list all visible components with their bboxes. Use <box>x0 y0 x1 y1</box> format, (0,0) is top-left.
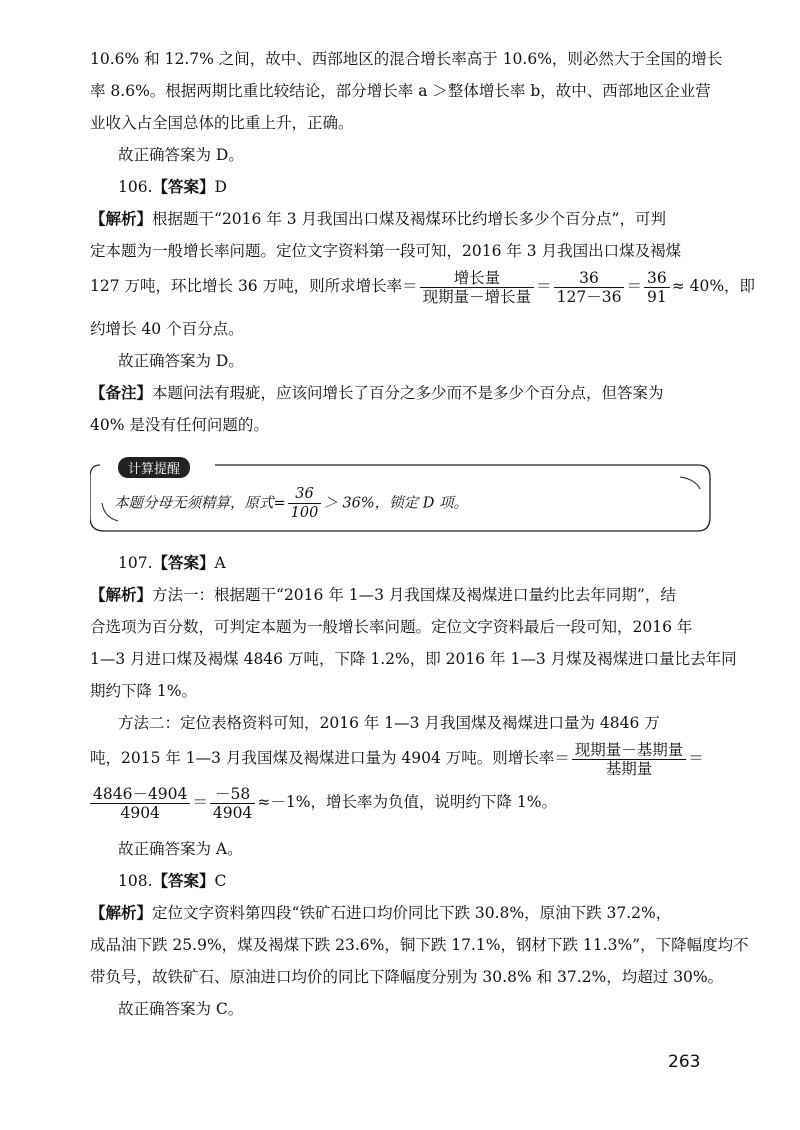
note-tag: 【备注】 <box>90 384 153 402</box>
formula-line <box>90 784 557 822</box>
question-number: 108. <box>118 872 153 890</box>
analysis-line <box>90 902 671 924</box>
text-segment: 吨，2015 年 1—3 月我国煤及褐煤进口量为 4904 万吨。则增长率＝ <box>90 749 570 767</box>
answer-tag: 【答案】 <box>152 554 215 572</box>
answer-letter: A <box>214 554 226 572</box>
text-segment: 本题分母无须精算，原式= <box>114 495 286 512</box>
fraction-denominator: 100 <box>290 505 319 521</box>
tip-text <box>114 485 468 522</box>
answer-tag: 【答案】 <box>152 178 215 196</box>
fraction-denominator: 现期量－增长量 <box>422 287 532 306</box>
answer-letter: D <box>214 178 227 196</box>
fraction <box>90 785 190 822</box>
analysis-tag: 【解析】 <box>90 210 153 228</box>
answer-line-107 <box>118 552 226 574</box>
note-line <box>90 382 664 404</box>
equals-sign: ＝ <box>192 793 208 811</box>
note-text: 本题问法有瑕疵，应该问增长了百分之多少而不是多少个百分点，但答案为 <box>152 384 664 402</box>
fraction-numerator: 增长量 <box>420 269 535 288</box>
text-segment: ≈－1%，增长率为负值，说明约下降 1%。 <box>257 793 557 811</box>
text-segment: ≈ 40%，即 <box>671 277 756 295</box>
text-line: 约增长 40 个百分点。 <box>90 320 244 338</box>
calculation-tip-box <box>90 455 712 533</box>
conclusion-line: 故正确答案为 D。 <box>118 146 244 164</box>
fraction-numerator: 4846－4904 <box>90 785 190 804</box>
fraction-numerator: 36 <box>644 269 670 288</box>
fraction-denominator: 91 <box>646 287 667 306</box>
text-line: 合选项为百分数，可判定本题为一般增长率问题。定位文字资料最后一段可知，2016 年 <box>90 618 693 636</box>
fraction-denominator: 基期量 <box>605 759 653 778</box>
conclusion-line: 故正确答案为 D。 <box>118 352 244 370</box>
analysis-line <box>90 584 676 606</box>
text-line: 方法二：定位表格资料可知，2016 年 1—3 月我国煤及褐煤进口量为 4846 万 <box>118 714 660 732</box>
formula-line <box>90 740 704 778</box>
conclusion-line: 故正确答案为 C。 <box>118 1000 244 1018</box>
formula-line <box>90 268 755 306</box>
analysis-text: 根据题干“2016 年 3 月我国出口煤及褐煤环比约增长多少个百分点”，可判 <box>152 210 666 228</box>
question-number: 107. <box>118 554 153 572</box>
text-line: 率 8.6%。根据两期比重比较结论，部分增长率 a ＞整体增长率 b，故中、西部地区企业营 <box>90 82 711 100</box>
text-segment: 127 万吨，环比增长 36 万吨，则所求增长率＝ <box>90 277 418 295</box>
text-line: 带负号，故铁矿石、原油进口均价的同比下降幅度分别为 30.8% 和 37.2%，均超过 30%。 <box>90 968 724 986</box>
fraction <box>554 269 625 306</box>
fraction-numerator: 36 <box>554 269 625 288</box>
analysis-tag: 【解析】 <box>90 586 153 604</box>
question-number: 106. <box>118 178 153 196</box>
analysis-text: 定位文字资料第四段“铁矿石进口均价同比下跌 30.8%，原油下跌 37.2%， <box>152 904 672 922</box>
conclusion-line: 故正确答案为 A。 <box>118 840 243 858</box>
fraction-denominator: 4904 <box>212 803 253 822</box>
text-line: 1—3 月进口煤及褐煤 4846 万吨，下降 1.2%，即 2016 年 1—3 月煤及褐煤进口量比去年同 <box>90 650 737 668</box>
text-segment: ＞ 36%，锁定 D 项。 <box>323 495 469 512</box>
equals-sign: ＝ <box>626 277 642 295</box>
analysis-tag: 【解析】 <box>90 904 153 922</box>
text-line: 成品油下跌 25.9%，煤及褐煤下跌 23.6%，铜下跌 17.1%，钢材下跌 11.3%”，下降幅度均不 <box>90 936 749 954</box>
fraction-denominator: 4904 <box>120 803 160 822</box>
fraction <box>644 269 670 306</box>
note-line: 40% 是没有任何问题的。 <box>90 416 269 434</box>
text-line: 业收入占全国总体的比重上升，正确。 <box>90 114 354 132</box>
tip-label: 计算提醒 <box>118 457 190 478</box>
answer-letter: C <box>214 872 227 890</box>
text-line: 10.6% 和 12.7% 之间，故中、西部地区的混合增长率高于 10.6%，则必然大于全国的增长 <box>90 50 723 68</box>
text-line: 期约下降 1%。 <box>90 682 198 700</box>
fraction-numerator: －58 <box>210 785 255 804</box>
equals-sign: ＝ <box>688 749 704 767</box>
fraction <box>210 785 255 822</box>
fraction-denominator: 127－36 <box>556 287 622 306</box>
answer-tag: 【答案】 <box>152 872 215 890</box>
fraction <box>572 741 687 778</box>
answer-line-106 <box>118 176 227 198</box>
equals-sign: ＝ <box>536 277 552 295</box>
text-line: 定本题为一般增长率问题。定位文字资料第一段可知，2016 年 3 月我国出口煤及褐煤 <box>90 242 682 260</box>
answer-line-108 <box>118 870 226 892</box>
fraction-numerator: 现期量－基期量 <box>572 741 687 760</box>
page-number: 263 <box>668 1052 701 1072</box>
fraction-numerator: 36 <box>288 485 322 504</box>
fraction <box>420 269 535 306</box>
analysis-line <box>90 208 666 230</box>
analysis-text: 方法一：根据题干“2016 年 1—3 月我国煤及褐煤进口量约比去年同期”，结 <box>152 586 676 604</box>
fraction <box>288 485 322 522</box>
